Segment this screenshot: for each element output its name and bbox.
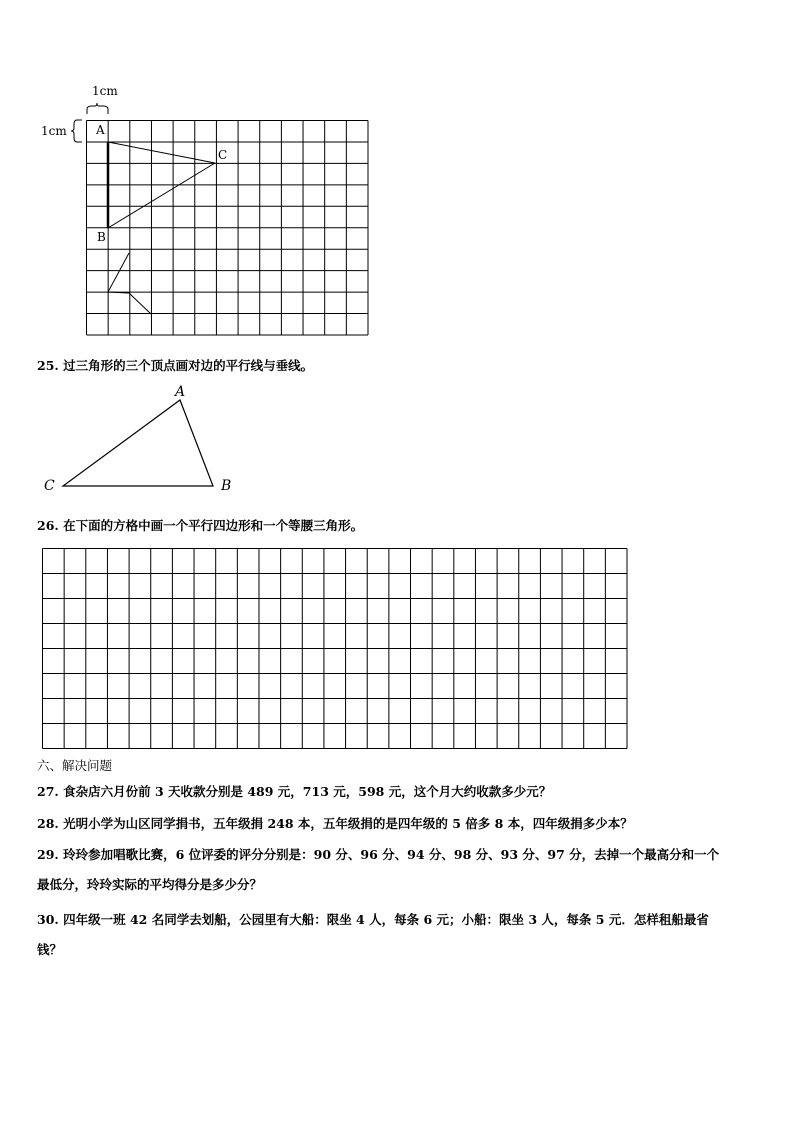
segment-bc bbox=[108, 163, 215, 228]
question-text: 食杂店六月份前 3 天收款分别是 489 元，713 元，598 元，这个月大约收款多少元？ bbox=[63, 784, 552, 799]
question-text-line1: 玲玲参加唱歌比赛，6 位评委的评分分别是：90 分、96 分、94 分、98 分、93 分、97 分，去掉一个最高分和一个 bbox=[63, 847, 720, 862]
question-number: 26. bbox=[37, 518, 59, 533]
point-label-a: A bbox=[96, 123, 105, 137]
question-number: 27. bbox=[37, 784, 59, 799]
question-27 bbox=[37, 782, 551, 800]
question-number: 29. bbox=[37, 847, 59, 862]
unit-label-top: 1cm bbox=[92, 84, 118, 98]
vertex-label-a: A bbox=[175, 384, 186, 400]
question-29-line2: 最低分，玲玲实际的平均得分是多少分？ bbox=[37, 877, 263, 892]
square-grid-bottom bbox=[43, 549, 628, 749]
question-25 bbox=[37, 356, 313, 374]
square-grid-top bbox=[87, 121, 369, 336]
segment-ac bbox=[108, 142, 215, 163]
question-number: 25. bbox=[37, 358, 59, 373]
vertex-label-c: C bbox=[44, 478, 55, 494]
point-label-c: C bbox=[218, 148, 228, 162]
question-28 bbox=[37, 814, 633, 832]
question-text-line1: 四年级一班 42 名同学去划船，公园里有大船：限坐 4 人，每条 6 元；小船：限坐 3 人，每条 5 元．怎样租船最省 bbox=[63, 912, 709, 927]
question-text: 在下面的方格中画一个平行四边形和一个等腰三角形。 bbox=[63, 518, 364, 533]
question-text: 过三角形的三个顶点画对边的平行线与垂线。 bbox=[63, 358, 314, 373]
triangle-abc bbox=[63, 400, 213, 486]
question-number: 28. bbox=[37, 816, 59, 831]
unit-brace-left bbox=[71, 120, 82, 142]
vertex-label-b: B bbox=[221, 478, 232, 494]
point-label-b: B bbox=[97, 230, 106, 244]
unit-label-left: 1cm bbox=[41, 124, 67, 138]
question-30 bbox=[37, 910, 709, 928]
question-30-line2: 钱？ bbox=[37, 942, 63, 957]
question-26 bbox=[37, 516, 363, 534]
question-text: 光明小学为山区同学捐书，五年级捐 248 本，五年级捐的是四年级的 5 倍多 8 本，四年级捐多少本？ bbox=[63, 816, 633, 831]
unit-brace-top bbox=[87, 103, 108, 114]
question-29 bbox=[37, 845, 719, 863]
section-title: 六、解决问题 bbox=[37, 758, 113, 773]
question-number: 30. bbox=[37, 912, 59, 927]
